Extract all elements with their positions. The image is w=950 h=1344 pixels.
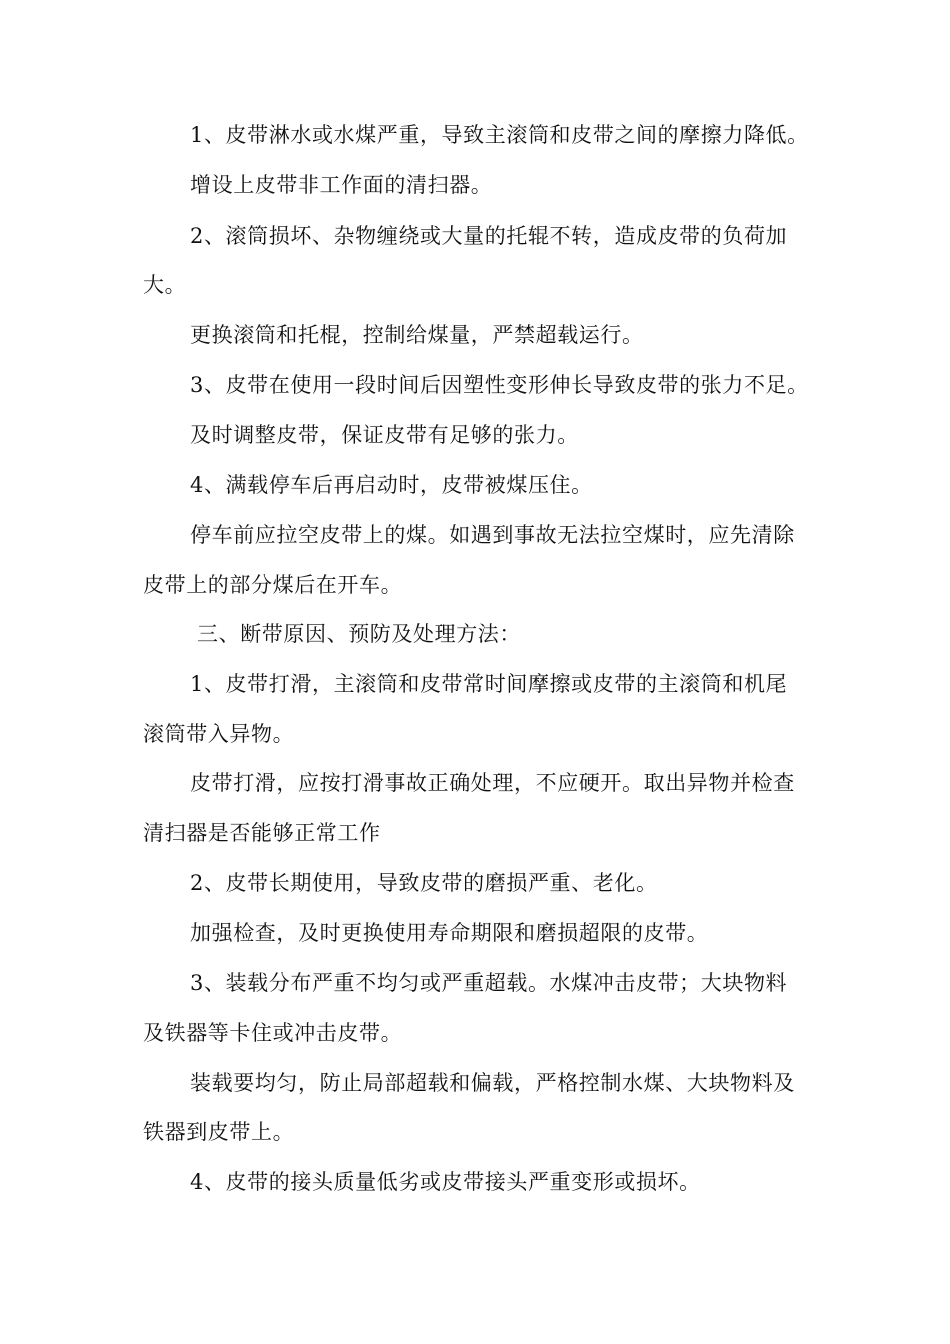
paragraph-line: 铁器到皮带上。: [143, 1120, 295, 1144]
paragraph-line: 3、装载分布严重不均匀或严重超载。水煤冲击皮带；大块物料: [190, 971, 788, 995]
paragraph-line: 4、满载停车后再启动时，皮带被煤压住。: [190, 473, 593, 497]
paragraph-line: 1、皮带打滑，主滚筒和皮带常时间摩擦或皮带的主滚筒和机尾: [190, 672, 788, 696]
paragraph-line: 4、皮带的接头质量低劣或皮带接头严重变形或损坏。: [190, 1170, 701, 1194]
paragraph-line: 1、皮带淋水或水煤严重，导致主滚筒和皮带之间的摩擦力降低。: [190, 123, 809, 147]
paragraph-line: 2、皮带长期使用，导致皮带的磨损严重、老化。: [190, 871, 658, 895]
paragraph-line: 加强检查，及时更换使用寿命期限和磨损超限的皮带。: [190, 921, 709, 945]
paragraph-line: 3、皮带在使用一段时间后因塑性变形伸长导致皮带的张力不足。: [190, 373, 809, 397]
paragraph-line: 大。: [143, 273, 187, 297]
paragraph-line: 装载要均匀，防止局部超载和偏载，严格控制水煤、大块物料及: [190, 1071, 795, 1095]
paragraph-line: 滚筒带入异物。: [143, 722, 295, 746]
paragraph-line: 2、滚筒损坏、杂物缠绕或大量的托辊不转，造成皮带的负荷加: [190, 224, 788, 248]
paragraph-line: 更换滚筒和托棍，控制给煤量，严禁超载运行。: [190, 323, 644, 347]
paragraph-line: 皮带上的部分煤后在开车。: [143, 573, 403, 597]
section-heading: 三、断带原因、预防及处理方法：: [197, 622, 521, 646]
paragraph-line: 皮带打滑，应按打滑事故正确处理，不应硬开。取出异物并检查: [190, 771, 795, 795]
paragraph-line: 及时调整皮带，保证皮带有足够的张力。: [190, 423, 579, 447]
paragraph-line: 增设上皮带非工作面的清扫器。: [190, 173, 493, 197]
paragraph-line: 及铁器等卡住或冲击皮带。: [143, 1021, 403, 1045]
paragraph-line: 清扫器是否能够正常工作: [143, 821, 381, 845]
paragraph-line: 停车前应拉空皮带上的煤。如遇到事故无法拉空煤时，应先清除: [190, 523, 795, 547]
